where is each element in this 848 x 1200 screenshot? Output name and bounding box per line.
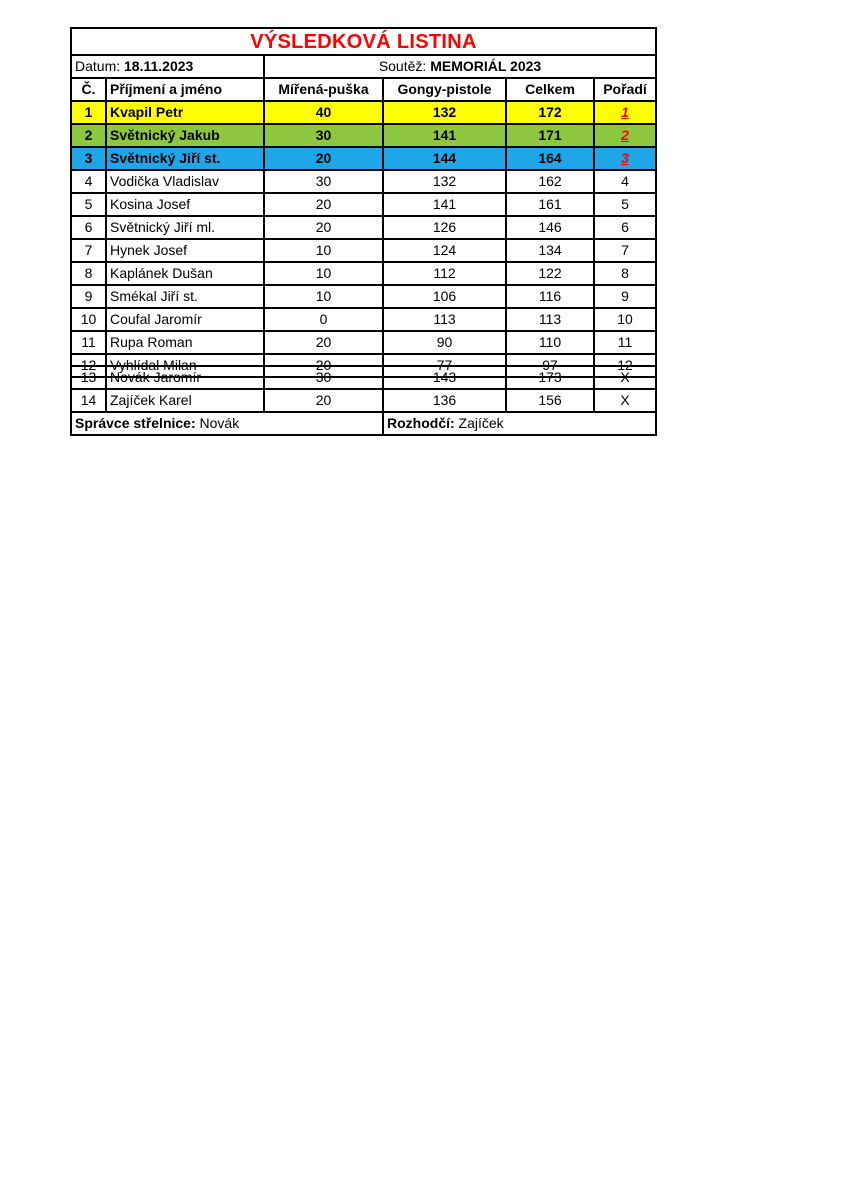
table-row (71, 170, 656, 193)
cell-total: 162 (506, 170, 594, 193)
cell-rank: 4 (594, 170, 656, 193)
cell-total: 171 (506, 124, 594, 147)
extra-body (71, 366, 656, 412)
cell-name: Vodička Vladislav (106, 170, 264, 193)
cell-no: 9 (71, 285, 106, 308)
cell-total: 134 (506, 239, 594, 262)
cell-rifle: 30 (264, 124, 383, 147)
range-officer-cell (71, 412, 383, 435)
cell-rank: 5 (594, 193, 656, 216)
cell-rifle: 0 (264, 308, 383, 331)
cell-total: 156 (506, 389, 594, 412)
cell-no: 14 (71, 389, 106, 412)
cell-no: 13 (71, 366, 106, 389)
cell-rank: 2 (594, 124, 656, 147)
cell-total: 161 (506, 193, 594, 216)
table-row (71, 366, 656, 389)
cell-pistol: 144 (383, 147, 506, 170)
cell-name: Světnický Jiří st. (106, 147, 264, 170)
header-rifle: Mířená-puška (264, 78, 383, 101)
cell-rank: X (594, 366, 656, 389)
cell-name: Světnický Jiří ml. (106, 216, 264, 239)
page-title: VÝSLEDKOVÁ LISTINA (71, 28, 656, 55)
cell-rifle: 20 (264, 147, 383, 170)
cell-pistol: 126 (383, 216, 506, 239)
cell-pistol: 113 (383, 308, 506, 331)
cell-no: 12 (71, 354, 106, 377)
cell-rifle: 20 (264, 331, 383, 354)
cell-no: 3 (71, 147, 106, 170)
cell-pistol: 136 (383, 389, 506, 412)
header-row (71, 78, 656, 101)
cell-rifle: 10 (264, 239, 383, 262)
cell-no: 11 (71, 331, 106, 354)
cell-no: 6 (71, 216, 106, 239)
cell-no: 7 (71, 239, 106, 262)
table-row (71, 285, 656, 308)
cell-rifle: 40 (264, 101, 383, 124)
cell-rifle: 20 (264, 193, 383, 216)
cell-total: 97 (506, 354, 594, 377)
cell-rifle: 30 (264, 170, 383, 193)
header-rank: Pořadí (594, 78, 656, 101)
cell-no: 4 (71, 170, 106, 193)
cell-total: 116 (506, 285, 594, 308)
date-value: 18.11.2023 (124, 58, 194, 74)
cell-rifle: 30 (264, 366, 383, 389)
cell-pistol: 132 (383, 170, 506, 193)
cell-name: Kvapil Petr (106, 101, 264, 124)
cell-name: Rupa Roman (106, 331, 264, 354)
cell-no: 5 (71, 193, 106, 216)
table-row (71, 239, 656, 262)
cell-name: Zajíček Karel (106, 389, 264, 412)
cell-pistol: 90 (383, 331, 506, 354)
cell-name: Světnický Jakub (106, 124, 264, 147)
range-officer-value: Novák (199, 415, 240, 431)
cell-no: 8 (71, 262, 106, 285)
cell-total: 164 (506, 147, 594, 170)
table-row (71, 216, 656, 239)
extra-table (70, 365, 657, 436)
range-officer-label: Správce střelnice: (75, 415, 196, 431)
header-name: Příjmení a jméno (106, 78, 264, 101)
table-row (71, 308, 656, 331)
cell-pistol: 112 (383, 262, 506, 285)
table-row (71, 331, 656, 354)
cell-rank: 10 (594, 308, 656, 331)
cell-rifle: 20 (264, 216, 383, 239)
judge-value: Zajíček (458, 415, 504, 431)
cell-rank: 3 (594, 147, 656, 170)
judge-label: Rozhodčí: (387, 415, 455, 431)
cell-no: 10 (71, 308, 106, 331)
cell-name: Vyhlídal Milan (106, 354, 264, 377)
cell-pistol: 124 (383, 239, 506, 262)
cell-rank: 7 (594, 239, 656, 262)
table-row (71, 101, 656, 124)
cell-total: 122 (506, 262, 594, 285)
date-label: Datum: (75, 58, 121, 74)
cell-rifle: 10 (264, 285, 383, 308)
cell-rifle: 10 (264, 262, 383, 285)
table-row (71, 193, 656, 216)
cell-rank: 8 (594, 262, 656, 285)
cell-name: Smékal Jiří st. (106, 285, 264, 308)
judge-cell (383, 412, 656, 435)
cell-pistol: 106 (383, 285, 506, 308)
cell-no: 1 (71, 101, 106, 124)
table-row (71, 262, 656, 285)
cell-rank: 6 (594, 216, 656, 239)
cell-rank: 1 (594, 101, 656, 124)
cell-rank: 9 (594, 285, 656, 308)
cell-rank: X (594, 389, 656, 412)
footer-row (71, 412, 656, 435)
header-no: Č. (71, 78, 106, 101)
results-body (71, 101, 656, 377)
cell-rank: 11 (594, 331, 656, 354)
results-table (70, 27, 657, 378)
cell-name: Kaplánek Dušan (106, 262, 264, 285)
cell-name: Coufal Jaromír (106, 308, 264, 331)
competition-value: MEMORIÁL 2023 (430, 58, 542, 74)
cell-pistol: 77 (383, 354, 506, 377)
cell-name: Novák Jaromír (106, 366, 264, 389)
header-total: Celkem (506, 78, 594, 101)
cell-no: 2 (71, 124, 106, 147)
cell-pistol: 143 (383, 366, 506, 389)
cell-total: 110 (506, 331, 594, 354)
cell-total: 173 (506, 366, 594, 389)
table-row (71, 389, 656, 412)
cell-pistol: 141 (383, 124, 506, 147)
cell-rifle: 20 (264, 389, 383, 412)
cell-pistol: 141 (383, 193, 506, 216)
cell-pistol: 132 (383, 101, 506, 124)
header-pistol: Gongy-pistole (383, 78, 506, 101)
competition-cell (264, 55, 656, 78)
cell-name: Hynek Josef (106, 239, 264, 262)
table-row (71, 147, 656, 170)
cell-name: Kosina Josef (106, 193, 264, 216)
cell-rank: 12 (594, 354, 656, 377)
table-row (71, 124, 656, 147)
cell-rifle: 20 (264, 354, 383, 377)
cell-total: 113 (506, 308, 594, 331)
competition-label: Soutěž: (378, 58, 427, 74)
cell-total: 172 (506, 101, 594, 124)
cell-total: 146 (506, 216, 594, 239)
date-cell (71, 55, 264, 78)
